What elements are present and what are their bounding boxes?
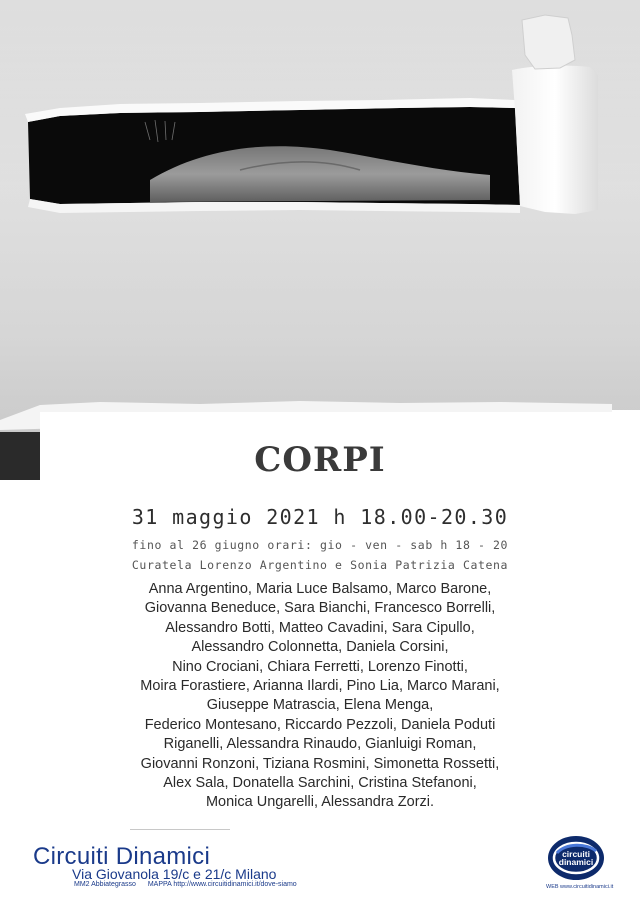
artists-line: Alessandro Botti, Matteo Cavadini, Sara Cipullo, (165, 619, 475, 636)
footer-divider (130, 829, 230, 830)
artists-line: Nino Crociani, Chiara Ferretti, Lorenzo Finotti, (172, 658, 468, 675)
artists-line: Monica Ungarelli, Alessandra Zorzi. (205, 794, 435, 811)
artists-list (100, 580, 540, 813)
artists-line: Alex Sala, Donatella Sarchini, Cristina Stefanoni, (163, 775, 477, 792)
curled-paper (512, 66, 598, 214)
artists-line: Giovanni Ronzoni, Tiziana Rosmini, Simonetta Rossetti, (140, 755, 500, 772)
website-link[interactable]: WEB www.circuitidinamici.it (546, 884, 614, 890)
artists-line: Federico Montesano, Riccardo Pezzoli, Daniela Poduti (144, 716, 496, 733)
exhibition-title: CORPI (254, 440, 386, 480)
curators-line: Curatela Lorenzo Argentino e Sonia Patrizia Catena (131, 558, 509, 572)
gallery-address: Via Giovanola 19/c e 21/c Milano (72, 866, 277, 882)
artists-line: Giovanna Beneduce, Sara Bianchi, Francesco Borrelli, (144, 600, 496, 617)
circuiti-dinamici-logo (547, 835, 605, 881)
opening-hours: fino al 26 giugno orari: gio - ven - sab h 18 - 20 (131, 538, 509, 552)
artists-line: Riganelli, Alessandra Rinaudo, Gianluigi Roman, (163, 736, 477, 753)
artists-line: Anna Argentino, Maria Luce Balsamo, Marco Barone, (148, 581, 492, 597)
logo-line-1: circuiti (562, 849, 590, 859)
artists-line: Giuseppe Matrascia, Elena Menga, (206, 697, 434, 714)
gallery-name: Circuiti Dinamici (33, 843, 211, 870)
logo-wordmark (547, 850, 605, 866)
map-link[interactable]: MAPPA http://www.circuitidinamici.it/dove-siamo (147, 881, 297, 888)
artists-line: Moira Forastiere, Arianna Ilardi, Pino Lia, Marco Marani, (140, 678, 500, 695)
directions-line (74, 881, 307, 888)
opening-date: 31 maggio 2021 h 18.00-20.30 (131, 505, 509, 529)
metro-stop: MM2 Abbiategrasso (74, 881, 136, 888)
logo-line-2: dinamici (558, 857, 594, 867)
artists-line: Alessandro Colonnetta, Daniela Corsini, (191, 639, 449, 656)
